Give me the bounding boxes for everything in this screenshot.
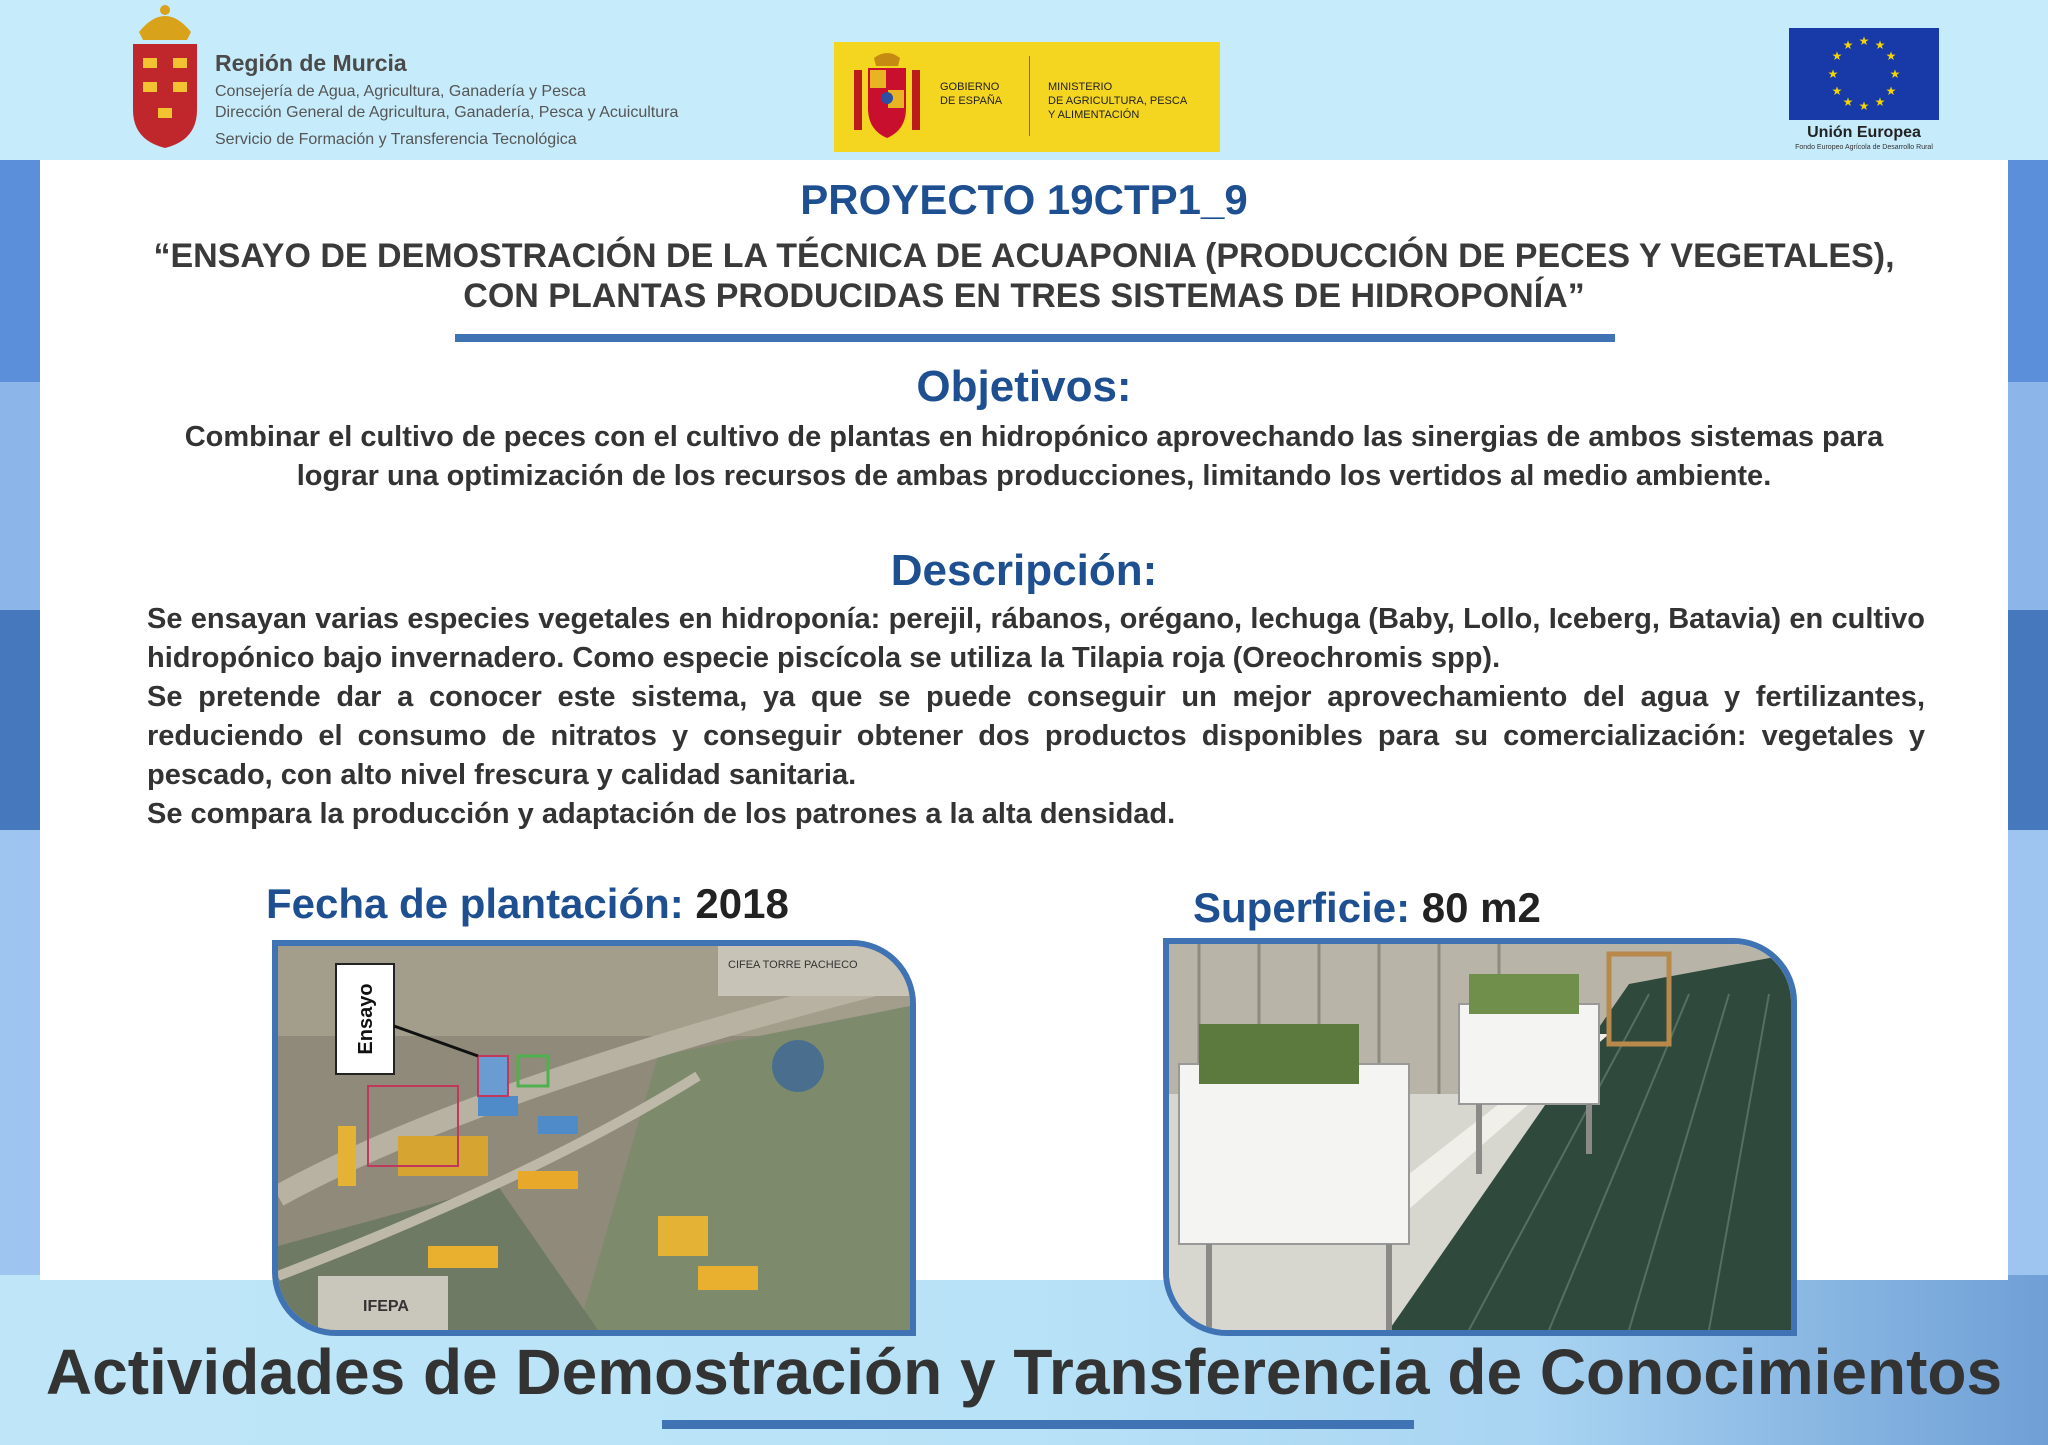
descripcion-heading: Descripción: — [890, 546, 1158, 595]
murcia-shield-icon — [125, 0, 205, 150]
svg-text:★: ★ — [1874, 38, 1886, 52]
svg-text:★: ★ — [1827, 67, 1839, 81]
footer-title: Actividades de Demostración y Transferencia de Conocimientos — [45, 1336, 2003, 1408]
left-strip-1 — [0, 160, 40, 382]
left-strip-3 — [0, 610, 40, 830]
region-murcia-logo — [125, 0, 685, 155]
gobierno-label: GOBIERNO DE ESPAÑA — [940, 81, 1003, 107]
spain-coat-of-arms-icon — [852, 50, 922, 146]
greenhouse-photo — [1163, 938, 1797, 1336]
right-strip-1 — [2008, 160, 2048, 382]
title-rule — [455, 334, 1615, 342]
descripcion-paragraph-1: Se ensayan varias especies vegetales en hidroponía: perejil, rábanos, orégano, lechuga (Baby, Lollo, Iceberg, Batavia) en cultivo hidropónico bajo invernadero. Como especie piscícola se utiliza la Tilapia roja (Oreochromis spp). — [147, 603, 1925, 674]
project-title-line-1: “ENSAYO DE DEMOSTRACIÓN DE LA TÉCNICA DE ACUAPONIA (PRODUCCIÓN DE PECES Y VEGETALES), — [153, 237, 1895, 275]
project-title — [60, 236, 1988, 316]
svg-text:★: ★ — [1858, 99, 1870, 113]
murcia-line-1: Consejería de Agua, Agricultura, Ganadería y Pesca — [215, 83, 586, 100]
left-strip-2 — [0, 382, 40, 610]
right-strip-4 — [2008, 830, 2048, 1275]
superficie — [1193, 884, 1541, 932]
project-code: PROYECTO 19CTP1_9 — [800, 176, 1248, 223]
murcia-line-3: Servicio de Formación y Transferencia Tecnológica — [215, 131, 577, 148]
fecha-label: Fecha de plantación: — [266, 880, 684, 927]
footer-rule — [662, 1420, 1414, 1429]
ifepa-label: IFEPA — [363, 1298, 409, 1315]
descripcion-text — [147, 600, 1925, 834]
eu-title: Unión Europea — [1807, 124, 1921, 141]
superficie-value: 80 m2 — [1421, 884, 1541, 931]
fecha-plantacion — [266, 880, 789, 928]
superficie-label: Superficie: — [1193, 884, 1411, 931]
project-title-line-2: CON PLANTAS PRODUCIDAS EN TRES SISTEMAS DE HIDROPONÍA” — [463, 277, 1585, 315]
aerial-map-photo — [272, 940, 916, 1336]
eu-flag-icon — [1789, 28, 1939, 120]
union-europea-logo — [1789, 28, 1939, 156]
murcia-line-2: Dirección General de Agricultura, Ganadería, Pesca y Acuicultura — [215, 104, 679, 121]
ensayo-label: Ensayo — [355, 983, 377, 1055]
svg-text:★: ★ — [1842, 38, 1854, 52]
murcia-title: Región de Murcia — [215, 50, 407, 76]
svg-text:★: ★ — [1858, 34, 1870, 48]
cifea-label: CIFEA TORRE PACHECO — [728, 959, 858, 971]
fecha-value: 2018 — [695, 880, 789, 927]
svg-text:★: ★ — [1831, 84, 1843, 98]
left-strip-4 — [0, 830, 40, 1275]
svg-text:★: ★ — [1889, 67, 1901, 81]
svg-text:★: ★ — [1842, 95, 1854, 109]
gobierno-divider — [1029, 56, 1030, 136]
svg-text:★: ★ — [1831, 49, 1843, 63]
eu-subtitle: Fondo Europeo Agrícola de Desarrollo Rural — [1795, 144, 1933, 151]
ministerio-label: MINISTERIO DE AGRICULTURA, PESCA Y ALIMENTACIÓN — [1048, 81, 1188, 121]
descripcion-paragraph-3: Se compara la producción y adaptación de los patrones a la alta densidad. — [147, 798, 1176, 830]
svg-text:★: ★ — [1885, 84, 1897, 98]
svg-text:★: ★ — [1874, 95, 1886, 109]
svg-text:★: ★ — [1885, 49, 1897, 63]
descripcion-paragraph-2: Se pretende dar a conocer este sistema, ya que se puede conseguir un mejor aprovechamiento del agua y fertilizantes, reduciendo el consumo de nitratos y conseguir obtener dos productos disponibles para su comercialización: vegetales y pescado, con alto nivel frescura y calidad sanitaria. — [147, 681, 1925, 791]
gobierno-espana-logo — [834, 42, 1220, 152]
right-strip-3 — [2008, 610, 2048, 830]
right-strip-2 — [2008, 382, 2048, 610]
objetivos-heading: Objetivos: — [916, 362, 1132, 411]
objetivos-text: Combinar el cultivo de peces con el cultivo de plantas en hidropónico aprovechando las sinergias de ambos sistemas para lograr una optimización de los recursos de ambas producciones, limitando los vertidos al medio ambiente. — [184, 421, 1884, 492]
